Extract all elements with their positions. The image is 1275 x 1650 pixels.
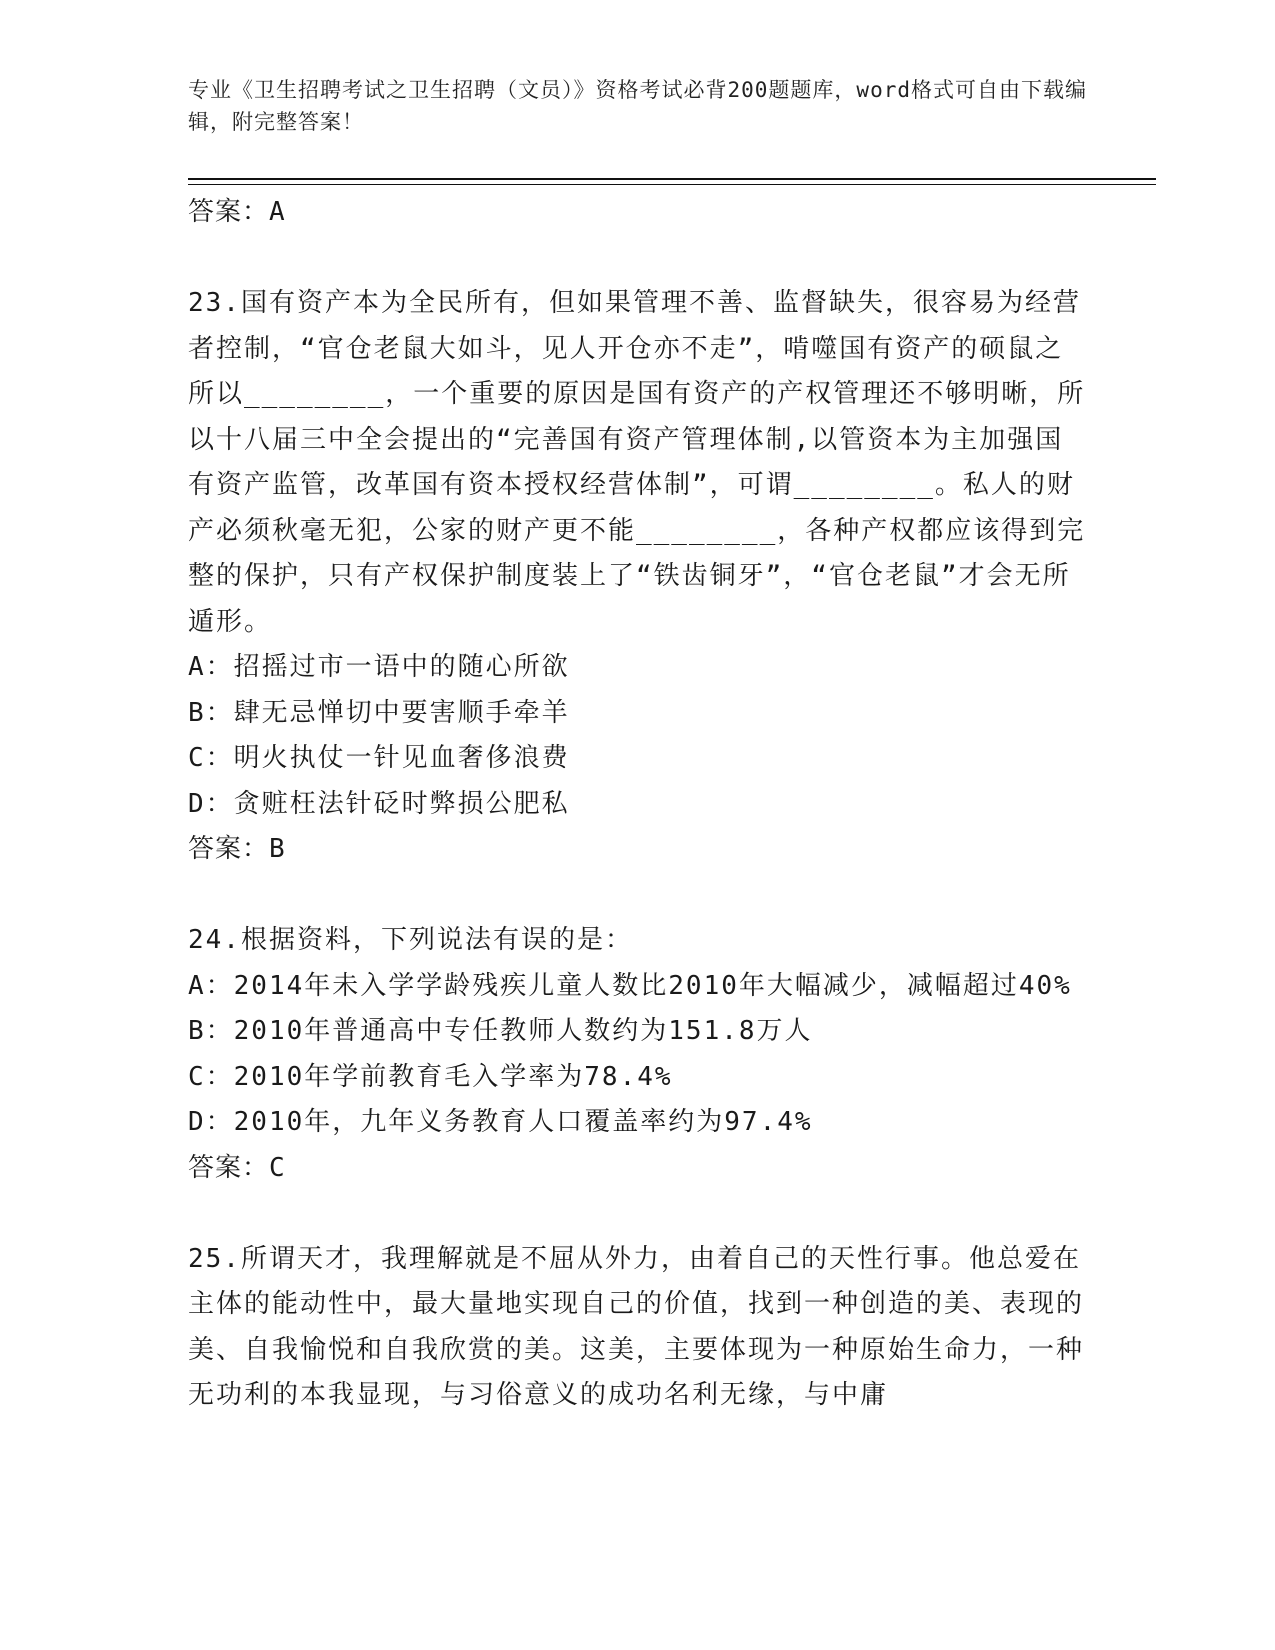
answer-label: 答案：A: [188, 197, 286, 227]
question-stem: 24.根据资料，下列说法有误的是：: [188, 925, 633, 955]
option-d: D：2010年，九年义务教育人口覆盖率约为97.4%: [188, 1107, 813, 1137]
answer-label: 答案：C: [188, 1152, 286, 1183]
option-d: D：贪赃枉法针砭时弊损公肥私: [188, 788, 570, 819]
header-divider-thick: [188, 178, 1156, 180]
document-body: [188, 190, 1088, 1419]
option-b: B：肆无忌惮切中要害顺手牵羊: [188, 697, 570, 728]
option-a: A：招摇过市一语中的随心所欲: [188, 652, 570, 682]
answer-label: 答案：B: [188, 834, 286, 864]
question-stem: 23.国有资产本为全民所有，但如果管理不善、监督缺失，很容易为经营者控制，“官仓老鼠大如斗，见人开仓亦不走”，啃噬国有资产的硕鼠之所以________，一个重要的原因是国有资产的产权管理还不够明晰，所以十八届三中全会提出的“完善国有资产管理体制,以管资本为主加强国有资产监管，改革国有资本授权经营体制”，可谓________。私人的财产必须秋毫无犯，公家的财产更不能________，各种产权都应该得到完整的保护，只有产权保护制度装上了“铁齿铜牙”，“官仓老鼠”才会无所遁形。: [188, 288, 1086, 637]
option-b: B：2010年普通高中专任教师人数约为151.8万人: [188, 1016, 813, 1046]
header-divider-thin: [188, 184, 1156, 185]
option-c: C：2010年学前教育毛入学率为78.4%: [188, 1061, 673, 1092]
question-block-24: [188, 918, 1088, 1191]
question-stem: 25.所谓天才，我理解就是不屈从外力，由着自己的天性行事。他总爱在主体的能动性中，最大量地实现自己的价值，找到一种创造的美、表现的美、自我愉悦和自我欣赏的美。这美，主要体现为一种原始生命力，一种无功利的本我显现，与习俗意义的成功名利无缘，与中庸: [188, 1243, 1085, 1410]
question-block-23: [188, 281, 1088, 873]
question-block-25: [188, 1237, 1088, 1419]
option-c: C：明火执仗一针见血奢侈浪费: [188, 743, 570, 773]
document-header: 专业《卫生招聘考试之卫生招聘（文员）》资格考试必背200题题库，word格式可自由下载编辑，附完整答案！: [188, 78, 1087, 134]
option-a: A：2014年未入学学龄残疾儿童人数比2010年大幅减少，减幅超过40%: [188, 970, 1072, 1001]
